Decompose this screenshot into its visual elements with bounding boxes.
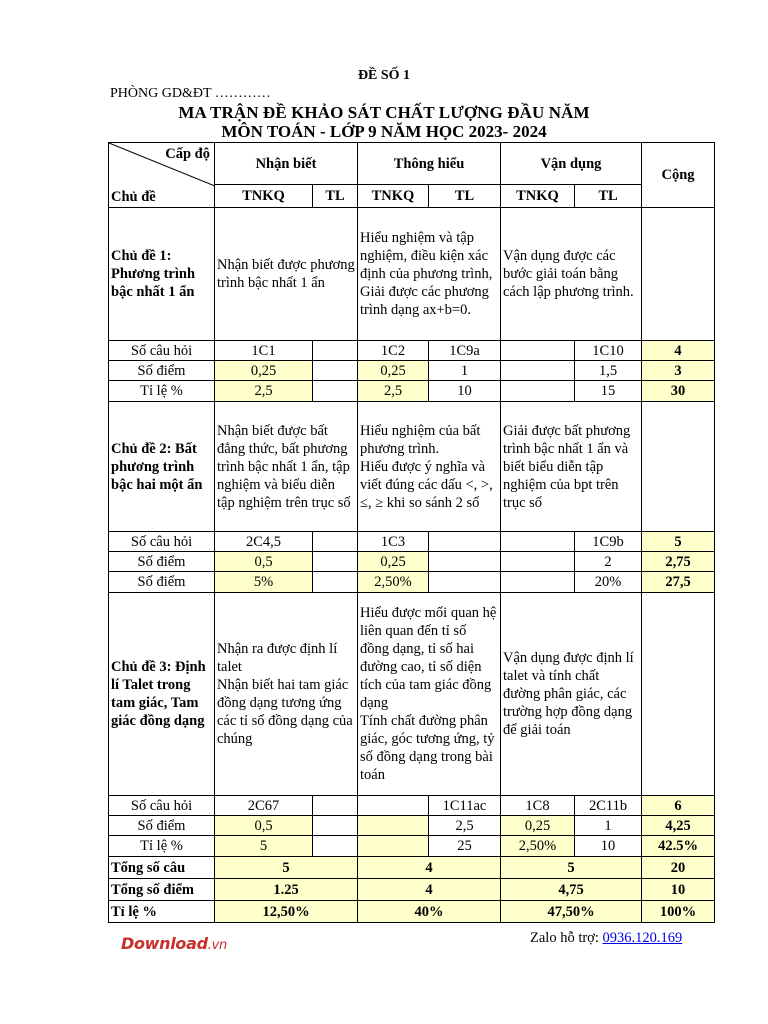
sub-header-tl: TL	[575, 185, 642, 208]
table-cell: 10	[575, 836, 642, 857]
table-cell: 2C67	[215, 796, 313, 816]
table-cell: 1C9b	[575, 532, 642, 552]
department-label: PHÒNG GD&ĐT …………	[110, 86, 271, 101]
thong-hieu-description: Hiểu được mối quan hệ liên quan đến tỉ số đồng dạng, tỉ số hai đường cao, tỉ số diện tích của tam giác đồng dạng Tính chất đường phân giác, góc tương ứng, tỷ số đồng dạng trong bài toán	[358, 593, 501, 796]
page-title: MA TRẬN ĐỀ KHẢO SÁT CHẤT LƯỢNG ĐẦU NĂM	[178, 103, 590, 122]
logo-suffix-text: .vn	[207, 938, 227, 953]
corner-header-cell	[109, 143, 215, 208]
table-cell: 2C11b	[575, 796, 642, 816]
table-cell	[313, 532, 358, 552]
table-cell: 1	[429, 361, 501, 381]
topic-name: Chủ đề 2: Bất phương trình bậc hai một ẩn	[109, 402, 215, 532]
zalo-support	[530, 930, 682, 947]
total-value: 5	[501, 857, 642, 879]
table-cell: 1C9a	[429, 341, 501, 361]
table-row	[109, 572, 715, 593]
table-cell	[313, 836, 358, 857]
table-row	[109, 361, 715, 381]
total-header: Cộng	[642, 143, 715, 208]
table-cell: 0,5	[215, 816, 313, 836]
table-cell: 1C11ac	[429, 796, 501, 816]
zalo-label: Zalo hỗ trợ:	[530, 930, 603, 946]
table-cell: 25	[429, 836, 501, 857]
grand-total: 10	[642, 879, 715, 901]
logo-main-text: Download	[121, 934, 208, 953]
table-row	[109, 816, 715, 836]
row-label: Số điểm	[109, 361, 215, 381]
sub-header-tl: TL	[313, 185, 358, 208]
total-value: 4,75	[501, 879, 642, 901]
table-cell	[313, 552, 358, 572]
total-label: Tổng số điểm	[109, 879, 215, 901]
total-value: 40%	[358, 901, 501, 923]
table-row	[109, 552, 715, 572]
total-value: 47,50%	[501, 901, 642, 923]
empty-total-cell	[642, 208, 715, 341]
row-total: 5	[642, 532, 715, 552]
exam-matrix-table	[108, 142, 715, 923]
table-cell: 5%	[215, 572, 313, 593]
thong-hieu-description: Hiểu nghiệm và tập nghiệm, điều kiện xác định của phương trình, Giải được các phương trình dạng ax+b=0.	[358, 208, 501, 341]
table-cell	[313, 341, 358, 361]
sub-header-tnkq: TNKQ	[358, 185, 429, 208]
table-row	[109, 532, 715, 552]
table-cell: 2,50%	[358, 572, 429, 593]
table-cell	[501, 381, 575, 402]
sub-header-tnkq: TNKQ	[501, 185, 575, 208]
total-value: 12,50%	[215, 901, 358, 923]
row-total: 4	[642, 341, 715, 361]
table-row	[109, 836, 715, 857]
table-cell: 2,5	[215, 381, 313, 402]
total-value: 4	[358, 857, 501, 879]
sub-header-tl: TL	[429, 185, 501, 208]
level-header-thong-hieu: Thông hiểu	[358, 143, 501, 185]
nhan-biet-description: Nhận ra được định lí talet Nhận biết hai tam giác đồng dạng tương ứng các tỉ số đồng dạng của chúng	[215, 593, 358, 796]
table-cell: 0,25	[358, 552, 429, 572]
table-cell: 0,25	[358, 361, 429, 381]
row-total: 2,75	[642, 552, 715, 572]
nhan-biet-description: Nhận biết được bất đẳng thức, bất phương trình bậc nhất 1 ẩn, tập nghiệm và biểu diễn tập nghiệm trên trục số	[215, 402, 358, 532]
table-cell: 1C3	[358, 532, 429, 552]
topic-3-description-row	[109, 593, 715, 796]
row-total: 27,5	[642, 572, 715, 593]
table-cell	[313, 796, 358, 816]
table-cell	[429, 552, 501, 572]
row-total: 30	[642, 381, 715, 402]
table-cell	[501, 532, 575, 552]
row-total: 3	[642, 361, 715, 381]
total-value: 5	[215, 857, 358, 879]
table-cell	[501, 341, 575, 361]
table-cell	[313, 816, 358, 836]
table-cell	[358, 836, 429, 857]
table-cell: 1C1	[215, 341, 313, 361]
topic-name: Chủ đề 3: Định lí Talet trong tam giác, Tam giác đồng dạng	[109, 593, 215, 796]
table-cell: 20%	[575, 572, 642, 593]
level-header-nhan-biet: Nhận biết	[215, 143, 358, 185]
table-cell: 1C8	[501, 796, 575, 816]
empty-total-cell	[642, 593, 715, 796]
row-label: Tỉ lệ %	[109, 836, 215, 857]
download-vn-logo[interactable]	[121, 934, 227, 953]
table-cell: 10	[429, 381, 501, 402]
table-cell: 1,5	[575, 361, 642, 381]
van-dung-description: Giải được bất phương trình bậc nhất 1 ẩn và biết biểu diễn tập nghiệm của bpt trên trục số	[501, 402, 642, 532]
thong-hieu-description: Hiểu nghiệm của bất phương trình. Hiểu được ý nghĩa và viết đúng các dấu <, >, ≤, ≥ khi so sánh 2 số	[358, 402, 501, 532]
table-cell: 2,50%	[501, 836, 575, 857]
level-header-van-dung: Vận dụng	[501, 143, 642, 185]
topic-1-description-row	[109, 208, 715, 341]
row-label: Số câu hỏi	[109, 532, 215, 552]
table-cell: 1C10	[575, 341, 642, 361]
row-label: Số điểm	[109, 572, 215, 593]
row-total: 6	[642, 796, 715, 816]
total-row	[109, 879, 715, 901]
table-row	[109, 381, 715, 402]
exam-number: ĐỀ SỐ 1	[357, 68, 411, 83]
total-row	[109, 857, 715, 879]
table-cell: 0,5	[215, 552, 313, 572]
row-total: 4,25	[642, 816, 715, 836]
topic-name: Chủ đề 1: Phương trình bậc nhất 1 ẩn	[109, 208, 215, 341]
table-cell: 5	[215, 836, 313, 857]
table-cell: 15	[575, 381, 642, 402]
table-cell	[501, 361, 575, 381]
table-cell: 2C4,5	[215, 532, 313, 552]
table-cell	[501, 552, 575, 572]
van-dung-description: Vận dụng được các bước giải toán bằng cách lập phương trình.	[501, 208, 642, 341]
table-cell: 0,25	[215, 361, 313, 381]
sub-header-tnkq: TNKQ	[215, 185, 313, 208]
nhan-biet-description: Nhận biết được phương trình bậc nhất 1 ẩn	[215, 208, 358, 341]
table-cell: 1	[575, 816, 642, 836]
total-label: Tổng số câu	[109, 857, 215, 879]
table-cell	[429, 532, 501, 552]
row-label: Số câu hỏi	[109, 341, 215, 361]
row-total: 42.5%	[642, 836, 715, 857]
table-cell: 2,5	[358, 381, 429, 402]
table-cell	[313, 381, 358, 402]
level-header-row	[109, 143, 715, 185]
table-cell: 1C2	[358, 341, 429, 361]
table-cell	[429, 572, 501, 593]
table-cell	[358, 796, 429, 816]
level-axis-label: Cấp độ	[165, 146, 210, 162]
van-dung-description: Vận dụng được định lí talet và tính chất đường phân giác, các trường hợp đồng dạng để giải toán	[501, 593, 642, 796]
table-cell: 2	[575, 552, 642, 572]
empty-total-cell	[642, 402, 715, 532]
table-row	[109, 341, 715, 361]
grand-total: 20	[642, 857, 715, 879]
table-cell	[358, 816, 429, 836]
total-row	[109, 901, 715, 923]
total-label: Tỉ lệ %	[109, 901, 215, 923]
table-cell	[313, 361, 358, 381]
row-label: Tỉ lệ %	[109, 381, 215, 402]
total-value: 4	[358, 879, 501, 901]
table-cell	[501, 572, 575, 593]
total-value: 1.25	[215, 879, 358, 901]
table-cell: 0,25	[501, 816, 575, 836]
table-cell	[313, 572, 358, 593]
table-cell: 2,5	[429, 816, 501, 836]
grand-total: 100%	[642, 901, 715, 923]
table-row	[109, 796, 715, 816]
row-label: Số câu hỏi	[109, 796, 215, 816]
zalo-phone-link[interactable]: 0936.120.169	[602, 930, 683, 946]
topic-2-description-row	[109, 402, 715, 532]
page-subtitle: MÔN TOÁN - LỚP 9 NĂM HỌC 2023- 2024	[221, 122, 547, 141]
topic-axis-label: Chủ đề	[111, 189, 156, 205]
row-label: Số điểm	[109, 816, 215, 836]
row-label: Số điểm	[109, 552, 215, 572]
